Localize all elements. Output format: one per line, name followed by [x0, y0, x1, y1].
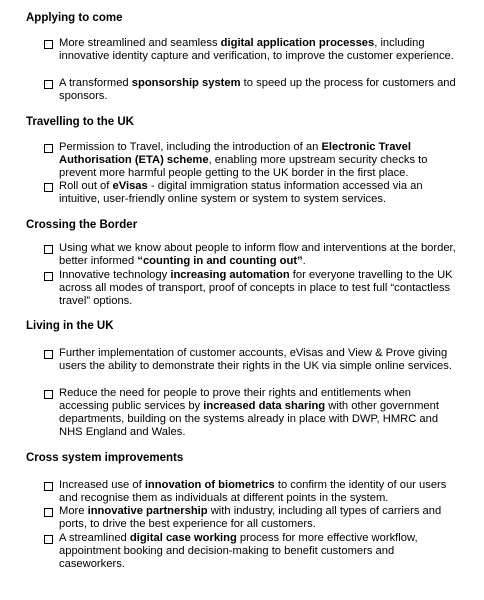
bullet-text: Further implementation of customer accounts, eVisas and View & Prove giving users the ability to demonstrate their rights in the UK via simple online services.: [59, 347, 452, 372]
section-heading: Travelling to the UK: [26, 116, 134, 128]
checkbox-bullet-icon: [44, 272, 53, 281]
bullet-text: Innovative technology increasing automation for everyone travelling to the UK across all modes of transport, proof of concepts in place to test full “contactless travel” options.: [59, 269, 453, 307]
checkbox-bullet-icon: [44, 508, 53, 517]
checkbox-bullet-icon: [44, 390, 53, 399]
section-heading: Living in the UK: [26, 320, 114, 332]
bullet-text: More streamlined and seamless digital application processes, including innovative identity capture and verification, to improve the customer experience.: [59, 37, 454, 62]
bullet-text: A streamlined digital case working process for more effective workflow, appointment booking and decision-making to benefit customers and caseworkers.: [59, 532, 418, 570]
bullet-text: More innovative partnership with industry, including all types of carriers and ports, to drive the best experience for all customers.: [59, 505, 442, 530]
section-heading: Cross system improvements: [26, 452, 184, 464]
bullet-text: A transformed sponsorship system to speed up the process for customers and sponsors.: [59, 77, 456, 102]
checkbox-bullet-icon: [44, 183, 53, 192]
checkbox-bullet-icon: [44, 482, 53, 491]
checkbox-bullet-icon: [44, 80, 53, 89]
checkbox-bullet-icon: [44, 144, 53, 153]
bullet-text: Increased use of innovation of biometrics to confirm the identity of our users and recognise them as individuals at different points in the system.: [59, 479, 447, 504]
checkbox-bullet-icon: [44, 350, 53, 359]
section-heading: Applying to come: [26, 12, 123, 24]
section-heading: Crossing the Border: [26, 219, 138, 231]
bullet-text: Using what we know about people to inform flow and interventions at the border, better informed “counting in and counting out”.: [59, 242, 456, 267]
checkbox-bullet-icon: [44, 245, 53, 254]
bullet-text: Permission to Travel, including the introduction of an Electronic Travel Authorisation (ETA) scheme, enabling more upstream security checks to prevent more harmful people getting to the UK border in the first place.: [59, 141, 428, 179]
checkbox-bullet-icon: [44, 535, 53, 544]
bullet-text: Reduce the need for people to prove their rights and entitlements when accessing public services by increased data sharing with other government departments, building on the systems already in place with DWP, HMRC and NHS England and Wales.: [59, 387, 439, 438]
bullet-text: Roll out of eVisas - digital immigration status information accessed via an intuitive, user-friendly online system or system to system services.: [59, 180, 423, 205]
checkbox-bullet-icon: [44, 40, 53, 49]
